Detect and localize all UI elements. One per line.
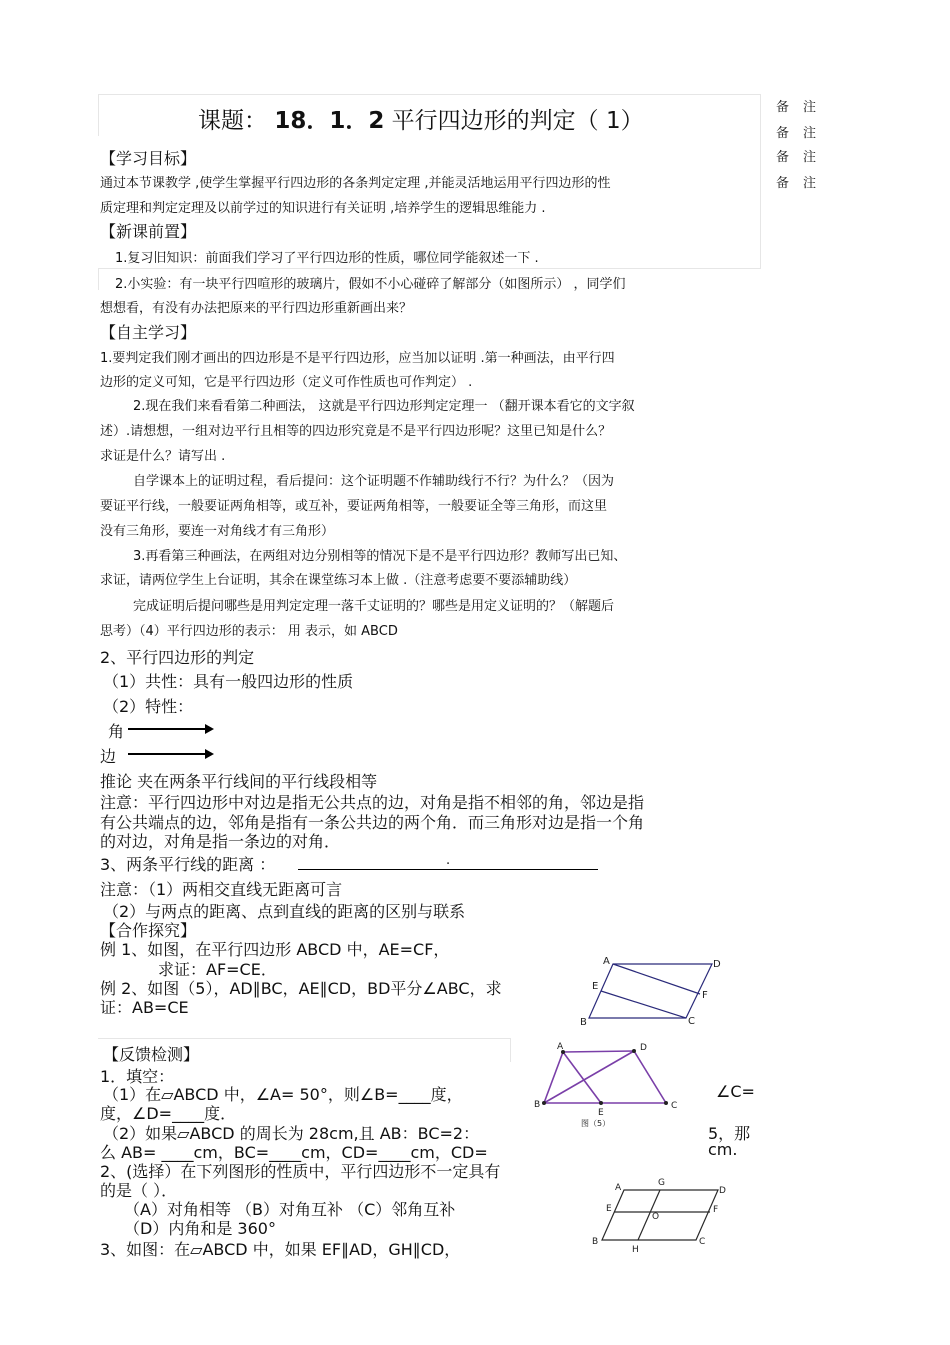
title-text: 平行四边形的判定（ 1） (391, 108, 644, 134)
part-3-title: 3、两条平行线的距离 ： (100, 855, 276, 874)
feedback-1a-right: ∠C= (716, 1082, 755, 1101)
frame-right (760, 94, 761, 269)
frame-left2 (98, 268, 99, 290)
part-2-title: 2、平行四边形的判定 (100, 648, 255, 667)
fig3-label-C: C (699, 1237, 706, 1247)
self-5a: 完成证明后提问哪些是用判定定理一落千丈证明的？哪些是用定义证明的？（解题后 (133, 599, 615, 614)
fig2-label-A: A (557, 1042, 564, 1052)
fig2-caption: 图（5） (581, 1119, 611, 1128)
goal-line-2: 质定理和判定定理及以前学过的知识进行有关证明 ,培养学生的逻辑思维能力 . (100, 201, 546, 216)
example-1b: 求证：AF=CE． (158, 960, 277, 979)
remark-3: 备注 (776, 150, 831, 165)
section-cooperation: 【合作探究】 (100, 921, 197, 940)
caution-3: 的对边，对角是指一条边的对角． (100, 832, 341, 851)
feedback-1a: （1）在▱ABCD 中，∠A= 50°，则∠B=____度， (103, 1085, 463, 1104)
page-title (198, 102, 644, 135)
note-2: （2）与两点的距离、点到直线的距离的区别与联系 (103, 902, 466, 921)
self-2a: 2.现在我们来看看第二种画法， 这就是平行四边形判定定理一 （翻开课本看它的文字叙 (133, 399, 635, 414)
feedback-3c: （A）对角相等 （B）对角互补 （C）邻角互补 (124, 1200, 456, 1219)
preview-1: 1.复习旧知识：前面我们学习了平行四边形的性质，哪位同学能叙述一下 . (115, 251, 539, 266)
part-3-dot: . (446, 853, 451, 868)
self-5b: 思考）（4）平行四边形的表示： 用 表示，如 ABCD (100, 624, 398, 639)
fig3-label-D: D (719, 1186, 726, 1196)
remark-1: 备注 (776, 100, 831, 115)
self-2b: 述）.请想想，一组对边平行且相等的四边形究竟是不是平行四边形呢？这里已知是什么？ (100, 424, 612, 439)
fig3-label-E: E (606, 1204, 612, 1214)
frame-mid (98, 268, 760, 269)
note-1: 注意：（1）两相交直线无距离可言 (100, 880, 343, 899)
feedback-2a: （2）如果▱ABCD 的周长为 28cm,且 AB：BC=2： (103, 1124, 480, 1143)
feedback-3d: （D）内角和是 360° (124, 1219, 276, 1238)
fig3-label-A: A (615, 1183, 622, 1193)
feedback-2a-right: 5，那 (708, 1124, 751, 1143)
fig1-label-E: E (592, 981, 599, 992)
part-2-special: （2）特性： (103, 697, 194, 716)
fig1-label-D: D (713, 959, 721, 970)
fig3-label-G: G (658, 1178, 665, 1188)
feedback-1: 1．填空： (100, 1067, 175, 1086)
fig3-label-H: H (632, 1245, 639, 1255)
fig1-label-A: A (603, 956, 610, 967)
section-feedback: 【反馈检测】 (103, 1045, 200, 1064)
fig2-label-C: C (671, 1101, 678, 1111)
example-2a: 例 2、如图（5），AD∥BC，AE∥CD，BD平分∠ABC，求 (100, 979, 502, 998)
preview-2b: 想想看，有没有办法把原来的平行四边形重新画出来？ (100, 301, 413, 316)
title-prefix: 课题： (198, 108, 267, 134)
frame-fb-right (510, 1038, 511, 1062)
part-2-common: （1）共性：具有一般四边形的性质 (103, 672, 354, 691)
section-self-study: 【自主学习】 (100, 323, 197, 342)
fig2-label-D: D (640, 1043, 647, 1053)
angle-label: 角 (108, 722, 125, 741)
goal-line-1: 通过本节课教学 ,使学生掌握平行四边形的各条判定定理 ,并能灵活地运用平行四边形的性 (100, 176, 611, 191)
self-3c: 没有三角形，要连一对角线才有三角形） (100, 524, 335, 539)
self-1b: 边形的定义可知，它是平行四边形（定义可作性质也可作判定） . (100, 375, 473, 390)
feedback-3a: 2、(选择）在下列图形的性质中，平行四边形不一定具有 (100, 1162, 501, 1181)
fig1-label-F: F (702, 990, 708, 1001)
self-1a: 1.要判定我们刚才画出的四边形是不是平行四边形，应当加以证明 .第一种画法，由平行四 (100, 351, 615, 366)
side-arrow (128, 753, 212, 755)
remark-2: 备注 (776, 126, 831, 141)
remark-4: 备注 (776, 176, 831, 191)
self-2c: 求证是什么？请写出 . (100, 449, 226, 464)
preview-2a: 2.小实验：有一块平行四喧形的玻璃片，假如不小心碰碎了解部分（如图所示） ，同学们 (115, 277, 626, 292)
fig3-label-B: B (592, 1237, 599, 1247)
feedback-3b: 的是（ ）． (100, 1181, 178, 1200)
section-goal: 【学习目标】 (100, 149, 197, 168)
self-4a: 3.再看第三种画法，在两组对边分别相等的情况下是不是平行四边形？教师写出已知、 (133, 549, 627, 564)
feedback-2b: 么 AB= ____cm，BC=____cm，CD=____cm，CD= (100, 1143, 488, 1162)
caution-2: 有公共端点的边，邻角是指有一条公共边的两个角．而三角形对边是指一个角 (100, 813, 645, 832)
angle-arrow (128, 728, 212, 730)
fig1-label-B: B (580, 1017, 587, 1028)
feedback-2b-right: cm. (708, 1140, 738, 1159)
example-1a: 例 1、如图，在平行四边形 ABCD 中，AE=CF， (100, 940, 450, 959)
frame-left (98, 94, 99, 136)
side-label: 边 (100, 747, 117, 766)
figure-feedback-3 (588, 1174, 738, 1258)
self-4b: 求证，请两位学生上台证明，其余在课堂练习本上做 .（注意考虑要不要添辅助线） (100, 573, 577, 588)
fig2-label-E: E (598, 1108, 604, 1118)
section-preview: 【新课前置】 (100, 222, 197, 241)
self-3b: 要证平行线，一般要证两角相等，或互补，要证两角相等，一般要证全等三角形，而这里 (100, 499, 608, 514)
frame-top (98, 94, 760, 95)
feedback-1b: 度，∠D=____度． (100, 1104, 237, 1123)
figure-example-1 (578, 952, 728, 1030)
fig2-label-B: B (534, 1100, 541, 1110)
part-3-blank (298, 869, 598, 870)
fig3-label-O: O (652, 1212, 660, 1222)
self-3a: 自学课本上的证明过程，看后提问：这个证明题不作辅助线行不行？为什么？（因为 (133, 474, 615, 489)
figure-5 (530, 1040, 690, 1132)
example-2b: 证：AB=CE (100, 998, 189, 1017)
feedback-4: 3、如图：在▱ABCD 中，如果 EF∥AD，GH∥CD， (100, 1240, 461, 1259)
frame-fb (98, 1038, 510, 1039)
corollary: 推论 夹在两条平行线间的平行线段相等 (100, 772, 378, 791)
caution-1: 注意：平行四边形中对边是指无公共点的边，对角是指不相邻的角，邻边是指 (100, 793, 645, 812)
fig3-label-F: F (713, 1205, 719, 1215)
fig1-label-C: C (688, 1016, 695, 1027)
title-number: 18．1．2 (274, 108, 385, 134)
